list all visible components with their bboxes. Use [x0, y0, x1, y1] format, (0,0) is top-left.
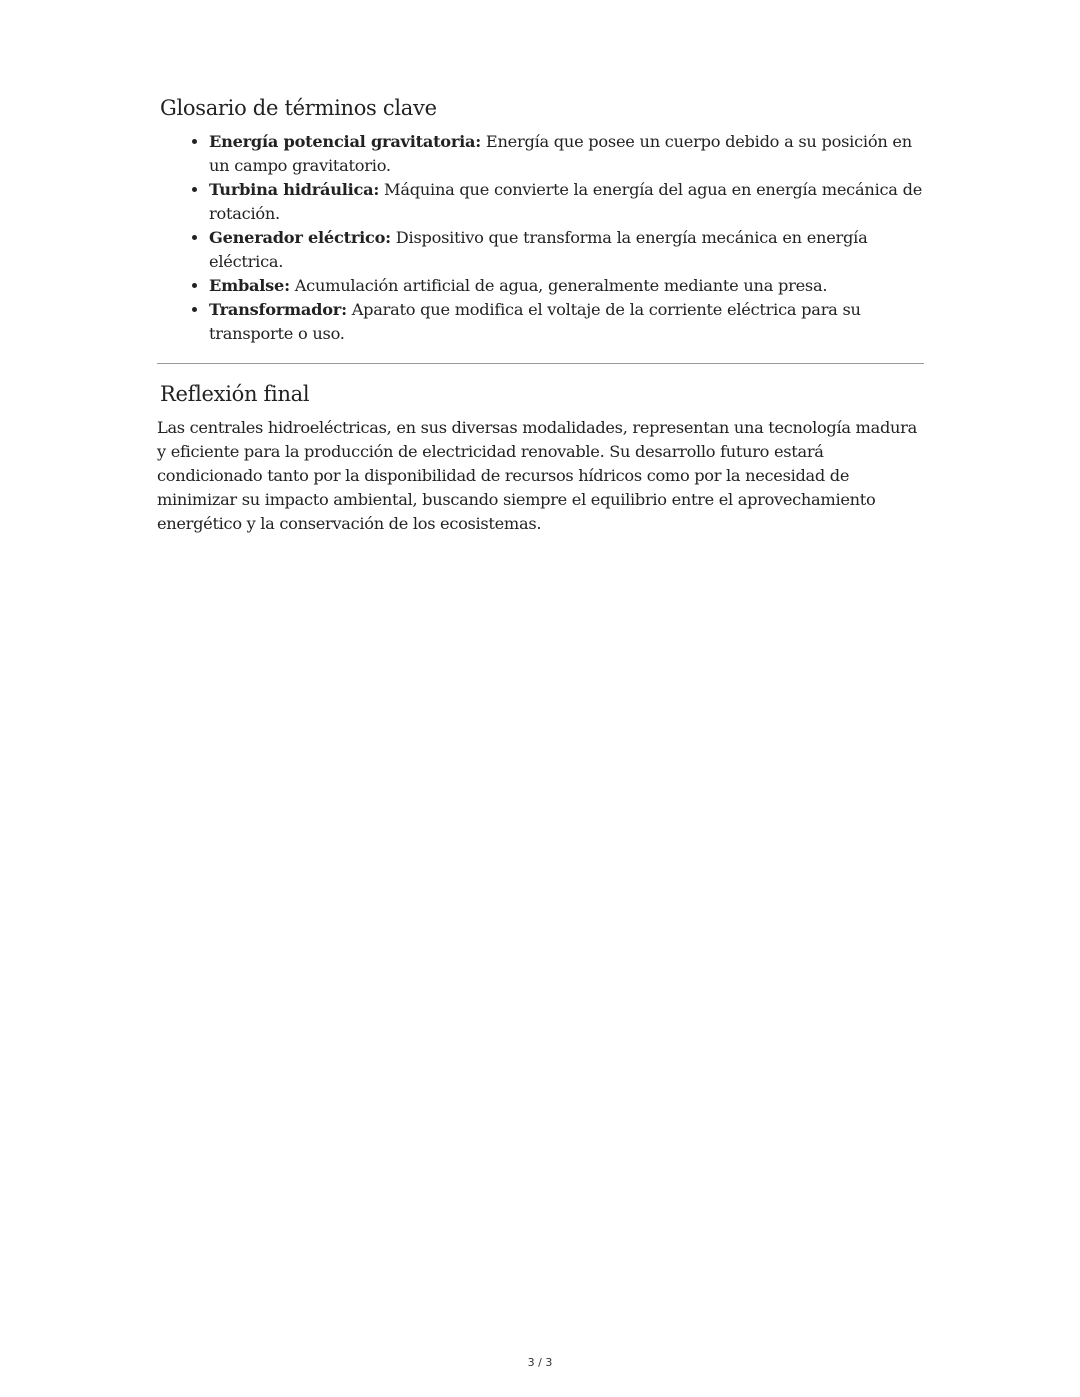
- glossary-definition: Dispositivo que transforma la energía mecánica en energía eléctrica.: [209, 228, 868, 271]
- glossary-item: [209, 274, 924, 298]
- glossary-definition: Máquina que convierte la energía del agua en energía mecánica de rotación.: [209, 180, 923, 223]
- glossary-heading: Glosario de términos clave: [160, 96, 437, 120]
- glossary-item: [209, 226, 924, 274]
- glossary-definition: Aparato que modifica el voltaje de la corriente eléctrica para su transporte o uso.: [209, 300, 861, 343]
- section-divider: [157, 363, 924, 364]
- glossary-term: Turbina hidráulica:: [209, 180, 380, 199]
- reflection-paragraph: Las centrales hidroeléctricas, en sus diversas modalidades, representan una tecnología madura y eficiente para la producción de electricidad renovable. Su desarrollo futuro estará condicionado tanto por la disponibilidad de recursos hídricos como por la necesidad de minimizar su impacto ambiental, buscando siempre el equilibrio entre el aprovechamiento energético y la conservación de los ecosistemas.: [157, 418, 917, 533]
- glossary-item: [209, 298, 924, 346]
- glossary-list: [157, 130, 924, 346]
- glossary-item: [209, 130, 924, 178]
- reflection-heading: Reflexión final: [160, 382, 310, 406]
- glossary-term: Generador eléctrico:: [209, 228, 391, 247]
- glossary-term: Energía potencial gravitatoria:: [209, 132, 481, 151]
- glossary-definition: Acumulación artificial de agua, generalmente mediante una presa.: [289, 276, 828, 295]
- glossary-item: [209, 178, 924, 226]
- page-number: 3 / 3: [527, 1356, 553, 1369]
- glossary-definition: Energía que posee un cuerpo debido a su posición en un campo gravitatorio.: [209, 132, 912, 175]
- glossary-term: Embalse:: [209, 276, 290, 295]
- glossary-term: Transformador:: [209, 300, 347, 319]
- document-page: [157, 92, 924, 536]
